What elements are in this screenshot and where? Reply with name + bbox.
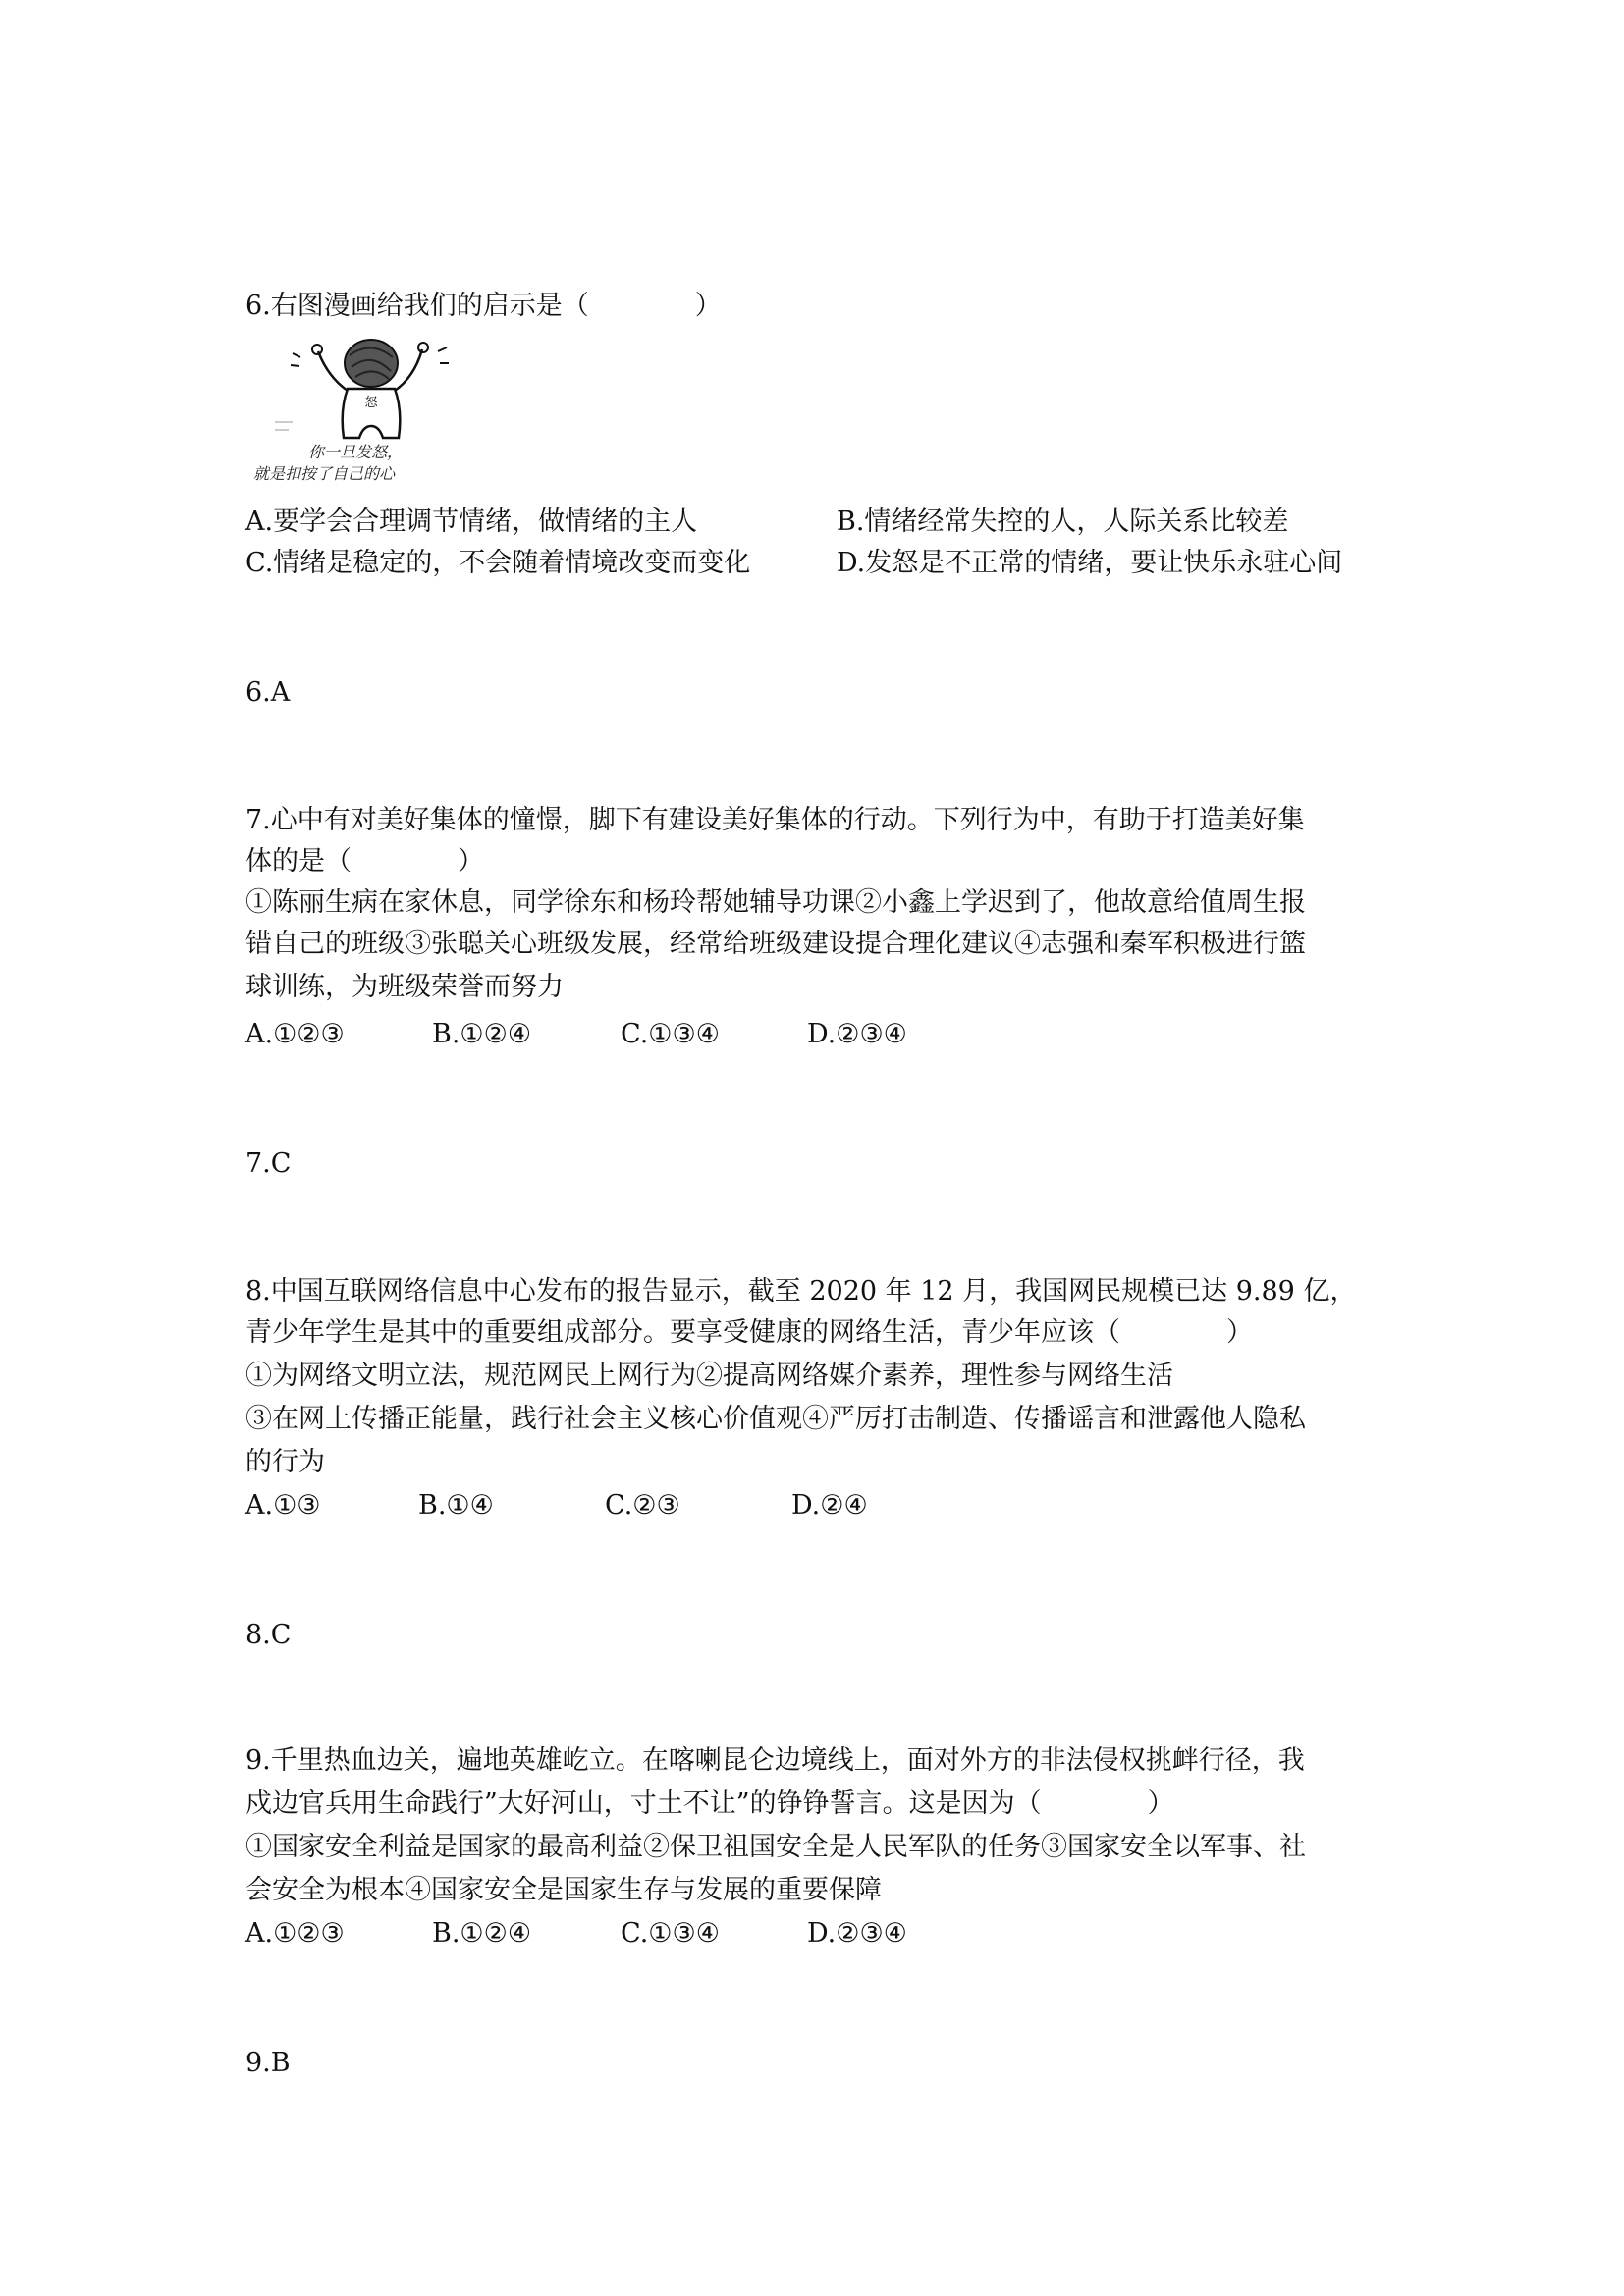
question-7-option-a: A.①②③ (245, 1019, 345, 1049)
cartoon-caption-line-1: 你一旦发怒， (308, 443, 404, 461)
question-7-option-d: D.②③④ (807, 1019, 907, 1049)
question-8-option-c: C.②③ (605, 1490, 680, 1521)
question-8-option-b: B.①④ (418, 1490, 494, 1521)
question-8-stem-line-4: ③在网上传播正能量，践行社会主义核心价值观④严厉打击制造、传播谣言和泄露他人隐私 (245, 1404, 1306, 1434)
question-7-stem-line-5: 球训练，为班级荣誉而努力 (245, 972, 564, 1002)
question-8-stem-line-1: 8.中国互联网络信息中心发布的报告显示，截至 2020 年 12 月，我国网民规模已达 9.89 亿， (245, 1276, 1357, 1307)
cartoon-caption-line-2: 就是扣按了自己的心 (253, 464, 396, 483)
question-7-option-b: B.①②④ (432, 1019, 532, 1049)
question-6-option-d: D.发怒是不正常的情绪，要让快乐永驻心间 (837, 548, 1343, 578)
question-6-stem: 6.右图漫画给我们的启示是（ ） (245, 291, 722, 321)
question-8-option-a: A.①③ (245, 1490, 321, 1521)
question-8-stem-line-2: 青少年学生是其中的重要组成部分。要享受健康的网络生活，青少年应该（ ） (245, 1317, 1253, 1348)
question-9-option-d: D.②③④ (807, 1918, 907, 1949)
question-7-stem-line-4: 错自己的班级③张聪关心班级发展，经常给班级建设提合理化建议④志强和秦军积极进行篮 (245, 929, 1306, 959)
question-9-answer: 9.B (245, 2048, 291, 2078)
question-8-stem-line-3: ①为网络文明立法，规范网民上网行为②提高网络媒介素养，理性参与网络生活 (245, 1361, 1173, 1391)
question-7-answer: 7.C (245, 1148, 292, 1179)
question-6-option-b: B.情绪经常失控的人，人际关系比较差 (837, 507, 1289, 537)
question-8-answer: 8.C (245, 1620, 292, 1650)
question-7-stem-line-1: 7.心中有对美好集体的憧憬，脚下有建设美好集体的行动。下列行为中，有助于打造美好集 (245, 805, 1305, 835)
cartoon-chest-badge: 怒 (364, 396, 378, 410)
question-9-option-b: B.①②④ (432, 1918, 532, 1949)
question-7-stem-line-2: 体的是（ ） (245, 846, 484, 877)
question-6-option-c: C.情绪是稳定的，不会随着情境改变而变化 (245, 548, 751, 578)
question-9-stem-line-3: ①国家安全利益是国家的最高利益②保卫祖国安全是人民军队的任务③国家安全以军事、社 (245, 1832, 1306, 1862)
question-9-stem-line-4: 会安全为根本④国家安全是国家生存与发展的重要保障 (245, 1875, 882, 1905)
question-9-option-c: C.①③④ (621, 1918, 720, 1949)
question-9-option-a: A.①②③ (245, 1918, 345, 1949)
question-8-option-d: D.②④ (791, 1490, 868, 1521)
question-9-stem-line-1: 9.千里热血边关，遍地英雄屹立。在喀喇昆仑边境线上，面对外方的非法侵权挑衅行径，我 (245, 1745, 1305, 1776)
anger-cartoon-image (245, 332, 491, 487)
question-7-option-c: C.①③④ (621, 1019, 720, 1049)
anger-cartoon-drawing (245, 332, 491, 487)
question-7-stem-line-3: ①陈丽生病在家休息，同学徐东和杨玲帮她辅导功课②小鑫上学迟到了，他故意给值周生报 (245, 887, 1306, 918)
question-6-option-a: A.要学会合理调节情绪，做情绪的主人 (245, 507, 698, 537)
question-9-stem-line-2: 戍边官兵用生命践行”大好河山，寸土不让”的铮铮誓言。这是因为（ ） (245, 1789, 1174, 1819)
question-6-answer: 6.A (245, 677, 291, 708)
question-8-stem-line-5: 的行为 (245, 1447, 325, 1477)
